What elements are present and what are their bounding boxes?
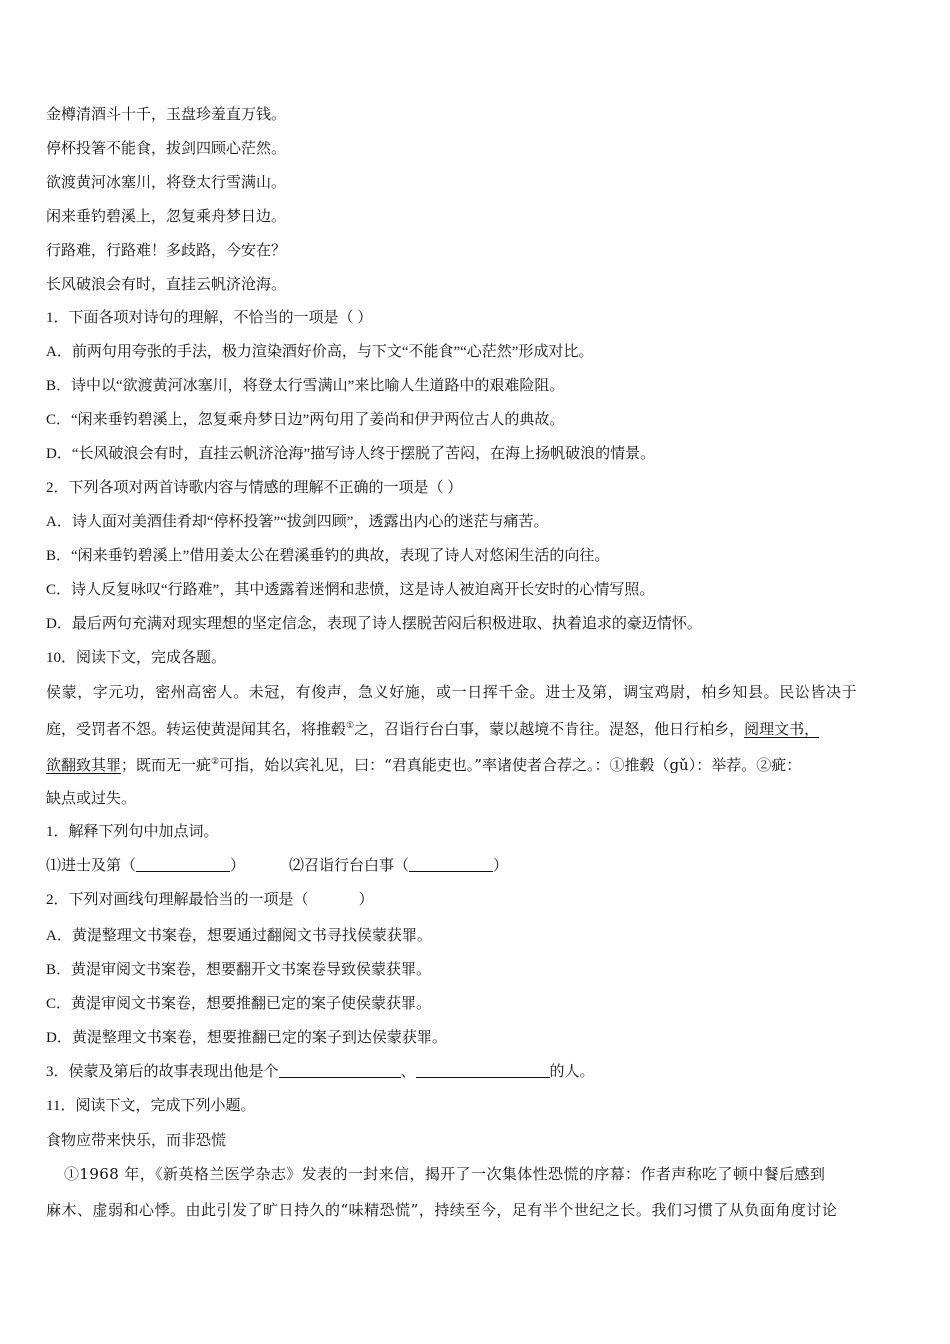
poem-line: 长风破浪会有时，直挂云帆济沧海。 [46, 275, 287, 293]
blank-close: ） [230, 858, 246, 874]
option-a: A．黄湜整理文书案卷，想要通过翻阅文书寻找侯蒙获罪。 [46, 928, 432, 944]
option-a: A．前两句用夸张的手法，极力渲染酒好价高，与下文“不能食”“心茫然”形成对比。 [46, 344, 594, 360]
poem-line: 行路难，行路难！多歧路，今安在？ [46, 241, 287, 259]
poem-line: 欲渡黄河冰塞川，将登太行雪满山。 [46, 173, 287, 191]
footnote-mark: ① [346, 721, 355, 731]
option-c: C．“闲来垂钓碧溪上，忽复乘舟梦日边”两句用了姜尚和伊尹两位古人的典故。 [46, 412, 565, 428]
passage-line: 侯蒙，字元功，密州高密人。未冠，有俊声，急义好施，或一日挥千金。进士及第，调宝鸡尉，柏乡知县。民讼皆决于 [46, 683, 858, 701]
option-d: D．黄湜整理文书案卷，想要推翻已定的案子到达侯蒙获罪。 [46, 1030, 447, 1046]
stem-close: ） [358, 892, 374, 908]
article-paragraph: 麻木、虚弱和心悸。由此引发了旷日持久的“味精恐慌”，持续至今，足有半个世纪之长。我们习惯了从负面角度讨论 [46, 1201, 838, 1219]
stem-text: 2．下列对画线句理解最恰当的一项是（ [46, 892, 309, 908]
blank-separator: 、 [400, 1064, 416, 1080]
article-title: 食物应带来快乐，而非恐慌 [46, 1131, 227, 1149]
passage-line [46, 716, 819, 739]
option-c: C．诗人反复咏叹“行路难”，其中透露着迷惘和悲愤，这是诗人被迫离开长安时的心情写照。 [46, 582, 655, 598]
answer-blank[interactable] [416, 1063, 550, 1078]
blank-close: ） [493, 858, 509, 874]
question-heading: 10．阅读下文，完成各题。 [46, 650, 227, 666]
passage-text: 之，召诣行台白事，蒙以越境不肯往。湜怒，他日行柏乡， [354, 720, 745, 738]
blank-close: 的人。 [549, 1064, 595, 1080]
option-d: D．最后两句充满对现实理想的坚定信念，表现了诗人摆脱苦闷后积极进取、执着追求的豪迈情怀。 [46, 616, 702, 632]
option-d: D．“长风破浪会有时，直挂云帆济沧海”描写诗人终于摆脱了苦闷，在海上扬帆破浪的情景。 [46, 446, 656, 462]
passage-text: 可指，始以宾礼见，曰：“君真能吏也。”率诸使者合荐之。：①推毂（gǔ）：举荐。②疵： [219, 756, 802, 774]
fill-blank-line [46, 856, 508, 876]
underlined-sentence: 阅理文书， [744, 720, 820, 738]
option-a: A．诗人面对美酒佳肴却“停杯投箸”“拔剑四顾”，透露出内心的迷茫与痛苦。 [46, 514, 549, 530]
answer-blank[interactable] [409, 857, 493, 872]
passage-text: ；既而无一疵 [121, 756, 212, 774]
question-stem: 2．下列各项对两首诗歌内容与情感的理解不正确的一项是（ ） [46, 480, 463, 496]
question-stem [46, 890, 374, 910]
fill-blank-line [46, 1062, 595, 1082]
question-stem: 1．解释下列句中加点词。 [46, 824, 219, 840]
passage-line: 缺点或过失。 [46, 789, 137, 807]
underlined-sentence: 欲翻致其罪 [46, 756, 122, 774]
poem-line: 闲来垂钓碧溪上，忽复乘舟梦日边。 [46, 207, 287, 225]
answer-blank[interactable] [136, 857, 230, 872]
passage-text: 庭，受罚者不怨。转运使黄湜闻其名，将推毂 [46, 720, 347, 738]
blank-label: ⑵召诣行台白事（ [289, 858, 410, 874]
poem-line: 金樽清酒斗十千，玉盘珍羞直万钱。 [46, 105, 287, 123]
option-b: B．“闲来垂钓碧溪上”借用姜太公在碧溪垂钓的典故，表现了诗人对悠闲生活的向往。 [46, 548, 610, 564]
passage-line [46, 752, 801, 775]
article-paragraph: ①1968 年，《新英格兰医学杂志》发表的一封来信，揭开了一次集体性恐慌的序幕：作者声称吃了顿中餐后感到 [64, 1165, 826, 1183]
poem-line: 停杯投箸不能食，拔剑四顾心茫然。 [46, 139, 287, 157]
answer-blank[interactable] [279, 1063, 401, 1078]
blank-label: ⑴进士及第（ [46, 858, 137, 874]
blank-label: 3．侯蒙及第后的故事表现出他是个 [46, 1064, 279, 1080]
option-b: B．黄湜审阅文书案卷，想要翻开文书案卷导致侯蒙获罪。 [46, 962, 432, 978]
question-stem: 1．下面各项对诗句的理解，不恰当的一项是（ ） [46, 310, 373, 326]
question-heading: 11．阅读下文，完成下列小题。 [46, 1098, 256, 1114]
footnote-mark: ② [211, 757, 220, 767]
option-c: C．黄湜审阅文书案卷，想要推翻已定的案子使侯蒙获罪。 [46, 996, 432, 1012]
option-b: B．诗中以“欲渡黄河冰塞川，将登太行雪满山”来比喻人生道路中的艰难险阻。 [46, 378, 565, 394]
